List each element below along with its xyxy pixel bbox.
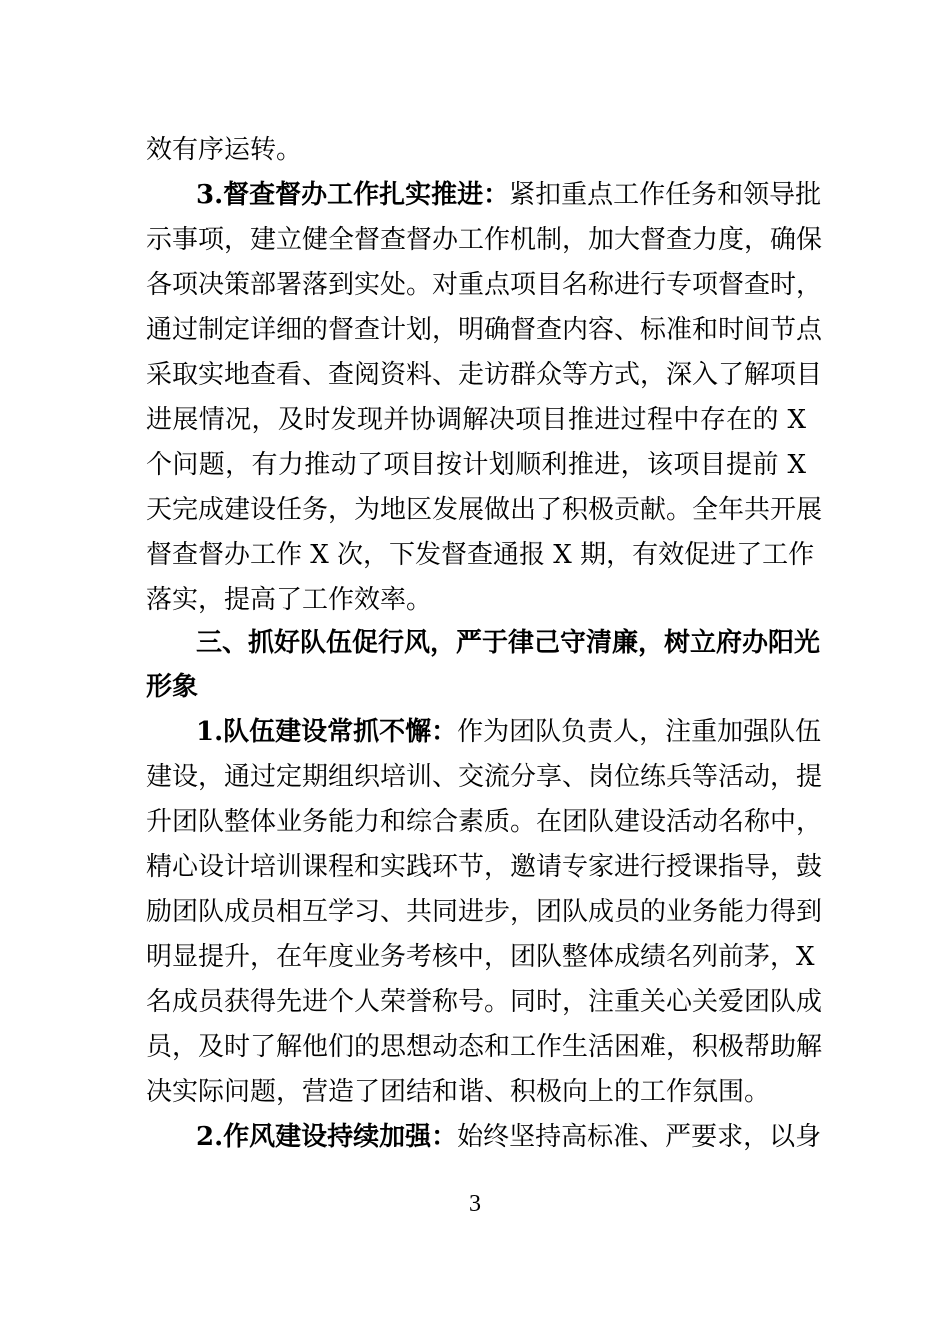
text-line: 精心设计培训课程和实践环节，邀请专家进行授课指导，鼓	[146, 852, 823, 882]
section-heading-line	[196, 628, 821, 658]
section-heading-line: 形象	[146, 672, 199, 702]
text-line: 升团队整体业务能力和综合素质。在团队建设活动名称中，	[146, 807, 823, 837]
text-line: 各项决策部署落到实处。对重点项目名称进行专项督查时，	[146, 270, 823, 300]
paragraph-heading: 1.队伍建设常抓不懈：	[196, 717, 458, 747]
text-line: 效有序运转。	[146, 135, 303, 165]
text-line: 个问题，有力推动了项目按计划顺利推进，该项目提前 X	[146, 450, 806, 480]
section-heading: 三、抓好队伍促行风，严于律己守清廉，树立府办阳光	[196, 628, 821, 658]
text-line: 落实，提高了工作效率。	[146, 585, 433, 615]
text-line: 采取实地查看、查阅资料、走访群众等方式，深入了解项目	[146, 360, 823, 390]
paragraph-heading-line: 1.队伍建设常抓不懈：作为团队负责人，注重加强队伍	[196, 717, 822, 747]
text-line: 决实际问题，营造了团结和谐、积极向上的工作氛围。	[146, 1077, 771, 1107]
text-line: 进展情况，及时发现并协调解决项目推进过程中存在的 X	[146, 405, 806, 435]
text-line: 示事项，建立健全督查督办工作机制，加大督查力度，确保	[146, 225, 823, 255]
text-line: 明显提升，在年度业务考核中，团队整体成绩名列前茅，X	[146, 942, 815, 972]
text-line: 励团队成员相互学习、共同进步，团队成员的业务能力得到	[146, 897, 823, 927]
text-line: 天完成建设任务，为地区发展做出了积极贡献。全年共开展	[146, 495, 823, 525]
paragraph-heading-line: 2.作风建设持续加强：始终坚持高标准、严要求，以身	[196, 1122, 822, 1152]
paragraph-heading: 2.作风建设持续加强：	[196, 1122, 458, 1152]
text-line: 员，及时了解他们的思想动态和工作生活困难，积极帮助解	[146, 1032, 823, 1062]
page-number: 3	[469, 1191, 481, 1217]
text-line: 名成员获得先进个人荣誉称号。同时，注重关心关爱团队成	[146, 987, 823, 1017]
paragraph-heading-line: 3.督查督办工作扎实推进：紧扣重点工作任务和领导批	[196, 180, 822, 210]
text-line: 建设，通过定期组织培训、交流分享、岗位练兵等活动，提	[146, 762, 823, 792]
text-line: 督查督办工作 X 次，下发督查通报 X 期，有效促进了工作	[146, 540, 815, 570]
paragraph-heading: 3.督查督办工作扎实推进：	[196, 180, 510, 210]
text-line: 通过制定详细的督查计划，明确督查内容、标准和时间节点	[146, 315, 823, 345]
